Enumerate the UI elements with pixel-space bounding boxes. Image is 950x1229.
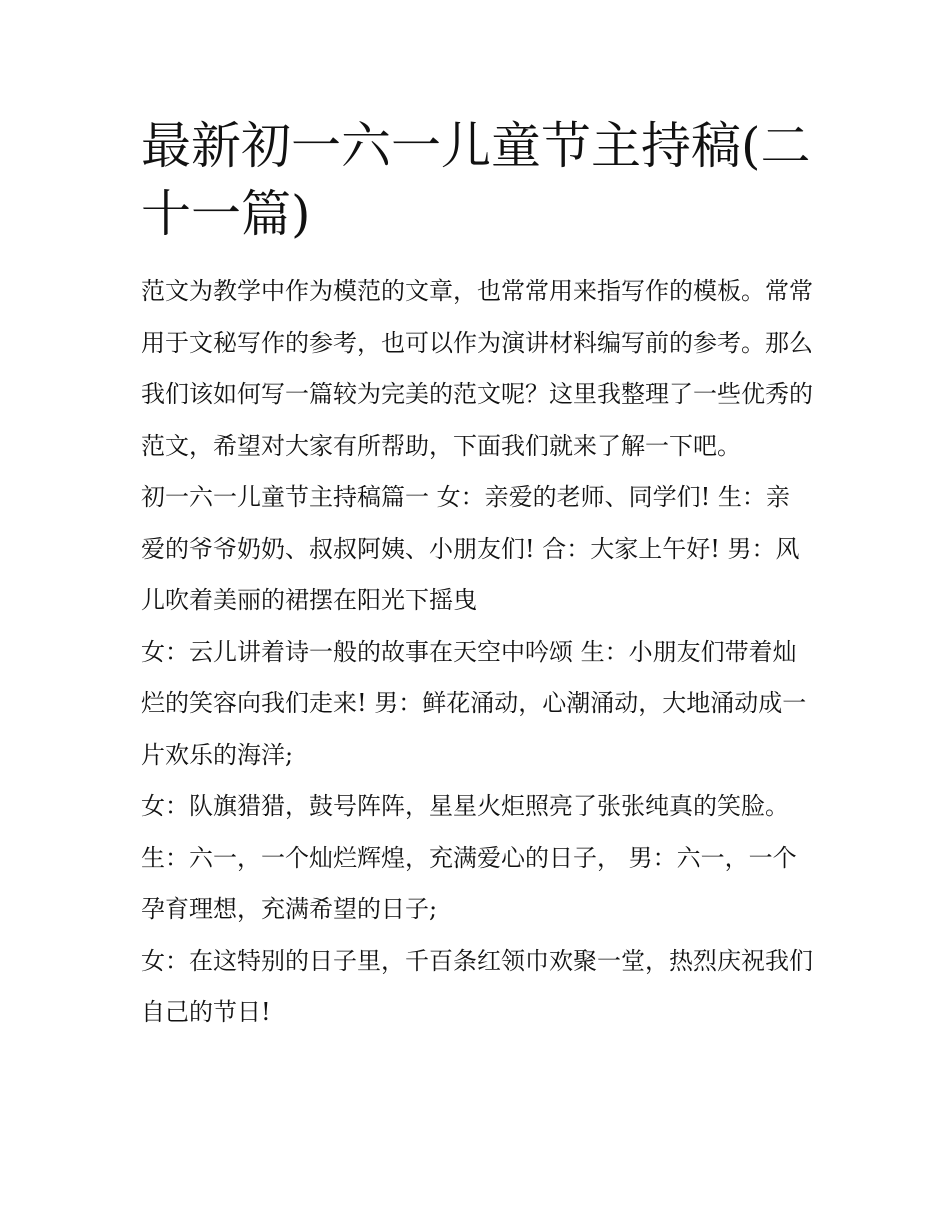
document-title: 最新初一六一儿童节主持稿(二十一篇) xyxy=(141,117,811,243)
body-paragraph: 女：队旗猎猎，鼓号阵阵，星星火炬照亮了张张纯真的笑脸。 xyxy=(141,792,789,820)
body-paragraph: 初一六一儿童节主持稿篇一 女：亲爱的老师、同学们! 生：亲爱的爷爷奶奶、叔叔阿姨、小朋友们! 合：大家上午好! 男：风儿吹着美丽的裙摆在阳光下摇曳 xyxy=(141,483,800,614)
body-paragraph: 女：在这特别的日子里，千百条红领巾欢聚一堂，热烈庆祝我们自己的节日! xyxy=(141,946,813,1026)
body-paragraph: 生：六一，一个灿烂辉煌，充满爱心的日子， 男：六一，一个孕育理想，充满希望的日子; xyxy=(141,843,797,923)
body-paragraph: 女：云儿讲着诗一般的故事在天空中吟颂 生：小朋友们带着灿烂的笑容向我们走来! 男：鲜花涌动，心潮涌动，大地涌动成一片欢乐的海洋; xyxy=(141,637,807,769)
intro-paragraph: 范文为教学中作为模范的文章，也常常用来指写作的模板。常常用于文秘写作的参考，也可以作为演讲材料编写前的参考。那么我们该如何写一篇较为完美的范文呢？这里我整理了一些优秀的范文，希望对大家有所帮助，下面我们就来了解一下吧。 xyxy=(141,277,813,460)
document-page xyxy=(141,112,813,1039)
